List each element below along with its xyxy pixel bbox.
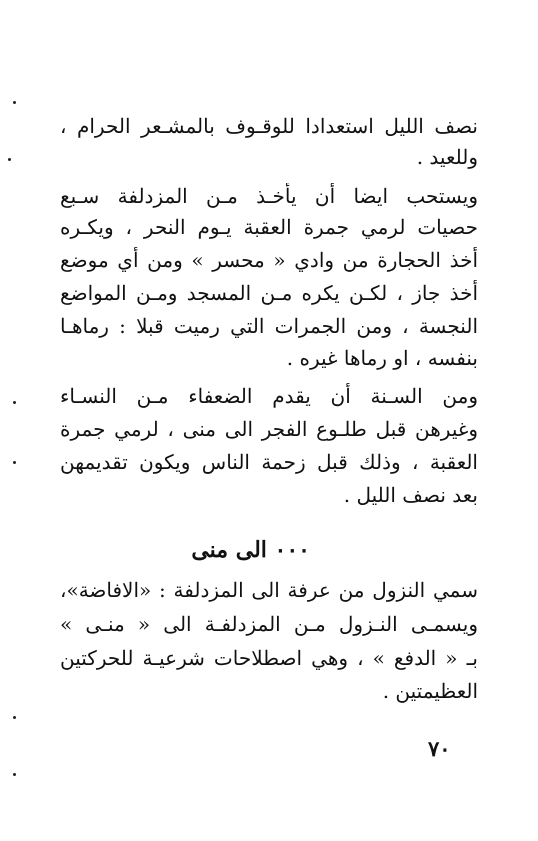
scan-speck <box>8 158 11 161</box>
text-line: وغيرهن قبل طلـوع الفجر الى منى ، لرمي جمرة <box>60 417 478 441</box>
text-line: العظيمتين . <box>382 679 478 703</box>
scan-speck <box>13 773 16 776</box>
section-heading: ٠٠٠ الى منى <box>191 537 310 563</box>
page-number: ٧٠ <box>428 736 451 761</box>
text-line: سمي النزول من عرفة الى المزدلفة : «الافاضة»، <box>60 578 478 602</box>
text-line: النجسة ، ومن الجمرات التي رميت قبلا : رماهـا <box>60 314 478 338</box>
text-line: ويستحب ايضا أن يأخـذ مـن المزدلفة سـبع <box>60 184 478 208</box>
scan-speck <box>13 461 16 464</box>
text-line: ومن السـنة أن يقدم الضعفاء مـن النسـاء <box>60 384 478 408</box>
scan-speck <box>13 716 16 719</box>
text-line: أخذ الحجارة من وادي « محسر » ومن أي موضع <box>60 248 478 272</box>
text-line: العقبة ، وذلك قبل زحمة الناس ويكون تقديمهن <box>60 450 478 474</box>
text-line: وللعيد . <box>416 145 478 169</box>
scan-speck <box>13 101 16 104</box>
text-line: بنفسه ، او رماها غيره . <box>286 346 478 370</box>
text-line: بعد نصف الليل . <box>343 483 478 507</box>
text-line: حصيات لرمي جمرة العقبة يـوم النحر ، ويكـره <box>60 215 478 239</box>
text-line: ويسمـى النـزول مـن المزدلفـة الى « منـى » <box>60 612 478 636</box>
text-line: بـ « الدفع » ، وهي اصطلاحات شرعيـة للحركتين <box>60 646 478 670</box>
scan-speck <box>13 401 16 404</box>
text-line: نصف الليل استعدادا للوقـوف بالمشـعر الحرام ، <box>60 114 478 138</box>
text-line: أخذ جاز ، لكـن يكره مـن المسجد ومـن المواضع <box>60 281 478 305</box>
